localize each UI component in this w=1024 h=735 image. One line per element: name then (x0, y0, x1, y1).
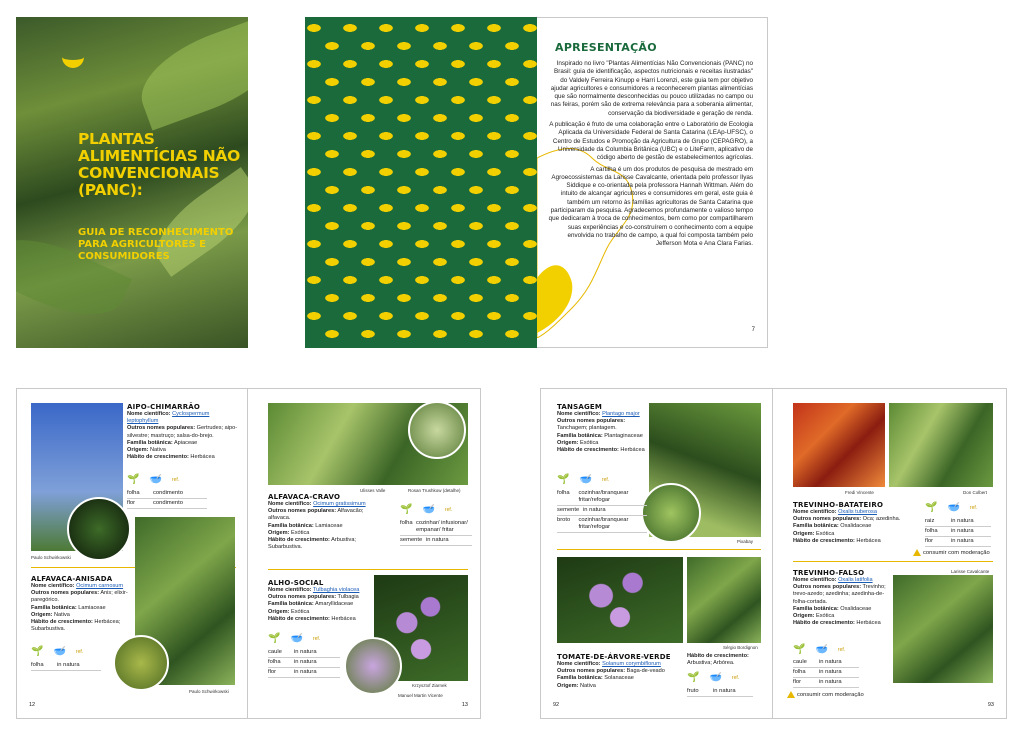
use-row: folha in natura (925, 527, 991, 537)
scientific-name-link[interactable]: Cyclospermum leptophyllum (127, 411, 210, 425)
intro-heading: APRESENTAÇÃO (555, 41, 657, 54)
ref-badge: ref. (171, 477, 180, 483)
scientific-name-link[interactable]: Tulbaghia violacea (312, 587, 360, 593)
plant-info: Nome científico: Cyclospermum leptophyllum Outros nomes populares: Gertrudes; aipo-silvestre; mastruço; salsa-do-brejo. Família botânica: Apiaceae Origem: Nativa Hábito de crescimento: Herbácea (127, 411, 238, 461)
plant-sprout-icon: 🌱 (793, 644, 806, 655)
use-row: semente in natura (557, 506, 647, 516)
page-13 (248, 388, 481, 719)
plant-sprout-icon: 🌱 (268, 633, 281, 644)
page-92 (540, 388, 773, 719)
moderation-warning: consumir com moderação (787, 691, 864, 698)
banana-logo-icon (62, 55, 84, 68)
cover-subtitle: GUIA DE RECONHECIMENTO PARA AGRICULTORES E CONSUMIDORES (78, 227, 234, 262)
photo-credit: Rosan Trushkow (detalhe) (408, 488, 461, 493)
tansagem-detail-photo (641, 483, 701, 543)
ref-badge: ref. (837, 647, 846, 653)
plant-name: TREVINHO-BATATEIRO (793, 501, 884, 509)
photo-credit: Pixabay (737, 539, 754, 544)
uses-table (268, 648, 340, 678)
uses-table (793, 658, 859, 688)
uses-table (400, 519, 472, 546)
plant-name: TREVINHO-FALSO (793, 569, 865, 577)
uses-table (557, 489, 647, 533)
mortar-bowl-icon: 🥣 (149, 474, 162, 485)
photo-credit: Sérgio Bordignon (723, 645, 758, 650)
plant-sprout-icon: 🌱 (31, 646, 44, 657)
mortar-bowl-icon: 🥣 (579, 474, 592, 485)
use-icons (127, 475, 179, 485)
batateiro-leaf-photo (889, 403, 993, 487)
scientific-name-link[interactable]: Solanum corymbiflorum (602, 661, 661, 667)
social-detail-photo (344, 637, 402, 695)
plant-name: AIPO-CHIMARRÃO (127, 403, 201, 411)
cravo-detail-photo (408, 401, 466, 459)
use-icons (400, 505, 452, 515)
scientific-name-link[interactable]: Oxalis latifolia (838, 577, 873, 583)
mortar-bowl-icon: 🥣 (422, 504, 435, 515)
use-row: caule in natura (793, 658, 859, 668)
intro-page (537, 17, 768, 348)
mortar-bowl-icon: 🥣 (709, 672, 722, 683)
photo-credit: Krzysztof Ziarnek (412, 683, 447, 688)
plant-info: Nome científico: Oxalis tuberosa Outros nomes populares: Oca; azedinha. Família botânica: Oxalidaceae Origem: Exótica Hábito de crescimento: Herbácea (793, 509, 901, 544)
ref-badge: ref. (969, 505, 978, 511)
uses-table (127, 489, 207, 509)
mortar-bowl-icon: 🥣 (53, 646, 66, 657)
plant-info: Nome científico: Plantago major Outros nomes populares: Tanchagem; plantagem. Família botânica: Plantaginaceae Origem: Exótica Hábito de crescimento: Herbácea (557, 411, 645, 454)
use-row: folha cozinhar/branquear fritar/refogar (557, 489, 647, 506)
page-12 (16, 388, 248, 719)
page-number: 93 (987, 702, 994, 708)
page-number: 13 (461, 702, 468, 708)
photo-credit: Larisse Cavalcante (951, 569, 990, 574)
mortar-bowl-icon: 🥣 (947, 502, 960, 513)
plant-name: ALHO-SOCIAL (268, 579, 324, 587)
plant-name: TOMATE-DE-ÁRVORE-VERDE (557, 653, 671, 661)
photo-credit: Paulo Schwirkowski (31, 555, 71, 560)
ref-badge: ref. (731, 675, 740, 681)
ref-badge: ref. (75, 649, 84, 655)
use-icons (687, 673, 739, 683)
scientific-name-link[interactable]: Ocimum gratissimum (313, 501, 366, 507)
warning-icon (913, 549, 921, 556)
use-row: folha condimento (127, 489, 207, 499)
plant-info: Nome científico: Solanum corymbiflorum Outros nomes populares: Baga-de-veado Família botânica: Solanaceae Origem: Nativa (557, 661, 665, 689)
use-icons (557, 475, 609, 485)
aipo-detail-photo (67, 497, 131, 561)
page-93 (773, 388, 1007, 719)
plant-sprout-icon: 🌱 (127, 474, 140, 485)
mortar-bowl-icon: 🥣 (815, 644, 828, 655)
plant-sprout-icon: 🌱 (400, 504, 413, 515)
use-row: fruto in natura (687, 687, 753, 697)
photo-credit: Ulisses Valle (360, 488, 386, 493)
warning-icon (787, 691, 795, 698)
use-row: folha in natura (268, 658, 340, 668)
use-row: caule in natura (268, 648, 340, 658)
photo-credit: Fredi Vincente (845, 490, 874, 495)
use-row: flor in natura (925, 537, 991, 547)
use-row: flor in natura (268, 668, 340, 678)
leaf-shape (129, 17, 248, 131)
photo-credit: Paulo Schwirkowski (189, 689, 229, 694)
batateiro-tuber-photo (793, 403, 885, 487)
divider (557, 549, 761, 550)
plant-sprout-icon: 🌱 (557, 474, 570, 485)
use-row: folha in natura (793, 668, 859, 678)
plant-info: Nome científico: Ocimum carnosum Outros nomes populares: Anis; elixir-paregórico. Família botânica: Lamiaceae Origem: Nativa Hábito de crescimento: Herbácea; Subarbustiva. (31, 583, 128, 633)
uses-table (925, 517, 991, 547)
intro-text (548, 60, 753, 252)
ref-badge: ref. (444, 507, 453, 513)
plant-name: TANSAGEM (557, 403, 603, 411)
scientific-name-link[interactable]: Oxalis tuberosa (838, 509, 877, 515)
plant-habit: Hábito de crescimento: Arbustiva; Arbórea. (687, 653, 749, 667)
moderation-warning: consumir com moderação (913, 549, 990, 556)
use-row: raiz in natura (925, 517, 991, 527)
uses-table (687, 687, 753, 697)
use-icons (793, 645, 845, 655)
cover-page (16, 17, 248, 348)
tomate-flower-photo (557, 557, 683, 643)
intro-paragraph-3: A cartilha é um dos produtos de pesquisa de mestrado em Agroecossistemas da Larisse Cavalcante, orientada pelo professor Ilyas Siddique e co-orientada pela professora Hannah Wittman. Além do intuito de alcançar agricultores e consumidores em geral, este guia é também um retorno às famílias agricultoras de Santa Catarina que participaram da pesquisa. Agradecemos profundamente o valioso tempo que dedicaram à troca de conhecimentos, bem como por compartilharem suas experiências e co-construírem o conhecimento com a equipe envolvida no trabalho de campo, a qual foi composta também pelo Jefferson Mota e Ana Clara Farias. (548, 165, 753, 248)
plant-sprout-icon: 🌱 (925, 502, 938, 513)
use-icons (268, 634, 320, 644)
anisada-detail-photo (113, 635, 169, 691)
cover-title: PLANTAS ALIMENTÍCIAS NÃO CONVENCIONAIS (PANC): (78, 130, 241, 199)
page-number: 92 (553, 702, 560, 708)
plant-info: Nome científico: Ocimum gratissimum Outros nomes populares: Alfavacão; alfavaca. Família botânica: Lamiaceae Origem: Exótica Hábito de crescimento: Arbustiva; Subarbustiva. (268, 501, 366, 551)
use-row: flor condimento (127, 499, 207, 509)
plant-sprout-icon: 🌱 (687, 672, 700, 683)
photo-credit: Don Colbert (963, 490, 988, 495)
uses-table (31, 661, 101, 671)
plant-name: ALFAVACA-ANISADA (31, 575, 113, 583)
intro-paragraph-2: A publicação é fruto de uma colaboração entre o Laboratório de Ecologia Aplicada da Universidade Federal de Santa Catarina (LEAp-UFSC), o Centro de Estudos e Promoção da Agricultura de Grupo (CEPAGRO), a Universidade da Columbia Britânica (UBC) e o LiteFarm, aplicativo de código aberto de gestão de estabelecimentos agrícolas. (549, 121, 753, 162)
plant-info: Nome científico: Tulbaghia violacea Outros nomes populares: Tulbagia Família botânica: Amaryllidaceae Origem: Exótica Hábito de crescimento: Herbácea (268, 587, 360, 622)
ref-badge: ref. (601, 477, 610, 483)
mortar-bowl-icon: 🥣 (290, 633, 303, 644)
page-number: 7 (751, 327, 755, 333)
plant-info: Nome científico: Oxalis latifolia Outros nomes populares: Trevinho; trevo-azedo; azedinha; azedinha-de-folha-cortada. Família botânica: Oxalidaceae Origem: Exótica Hábito de crescimento: Herbácea (793, 577, 886, 627)
intro-paragraph-1: Inspirado no livro "Plantas Alimentícias Não Convencionais (PANC) no Brasil: guia de identificação, aspectos nutricionais e receitas ilustradas" do Valdely Ferreira Kinupp e Harri Lorenzi, este guia tem por objetivo ajudar agricultores e consumidores a reconhecerem plantas alimentícias que são normalmente desconhecidas ou pouco utilizadas no campo ou nas feiras, porém são de extrema relevância para a soberania alimentar, conservação da biodiversidade e geração de renda. (550, 60, 753, 117)
use-row: folha in natura (31, 661, 101, 671)
use-row: semente in natura (400, 536, 472, 546)
plant-name: ALFAVACA-CRAVO (268, 493, 341, 501)
use-row: flor in natura (793, 678, 859, 688)
scientific-name-link[interactable]: Ocimum carnosum (76, 583, 124, 589)
use-row: broto cozinhar/branquear fritar/refogar (557, 516, 647, 533)
scientific-name-link[interactable]: Plantago major (602, 411, 640, 417)
page-number: 12 (29, 702, 36, 708)
falso-photo (893, 575, 993, 683)
divider (268, 569, 468, 570)
tomate-fruit-photo (687, 557, 761, 643)
photo-credit: Manuel Martin Vicente (398, 693, 443, 698)
ref-badge: ref. (312, 636, 321, 642)
use-row: folha cozinhar/ infusionar/ empanar/ fritar (400, 519, 472, 536)
use-icons (925, 503, 977, 513)
divider (793, 561, 993, 562)
use-icons (31, 647, 83, 657)
banana-pattern-page (305, 17, 537, 348)
